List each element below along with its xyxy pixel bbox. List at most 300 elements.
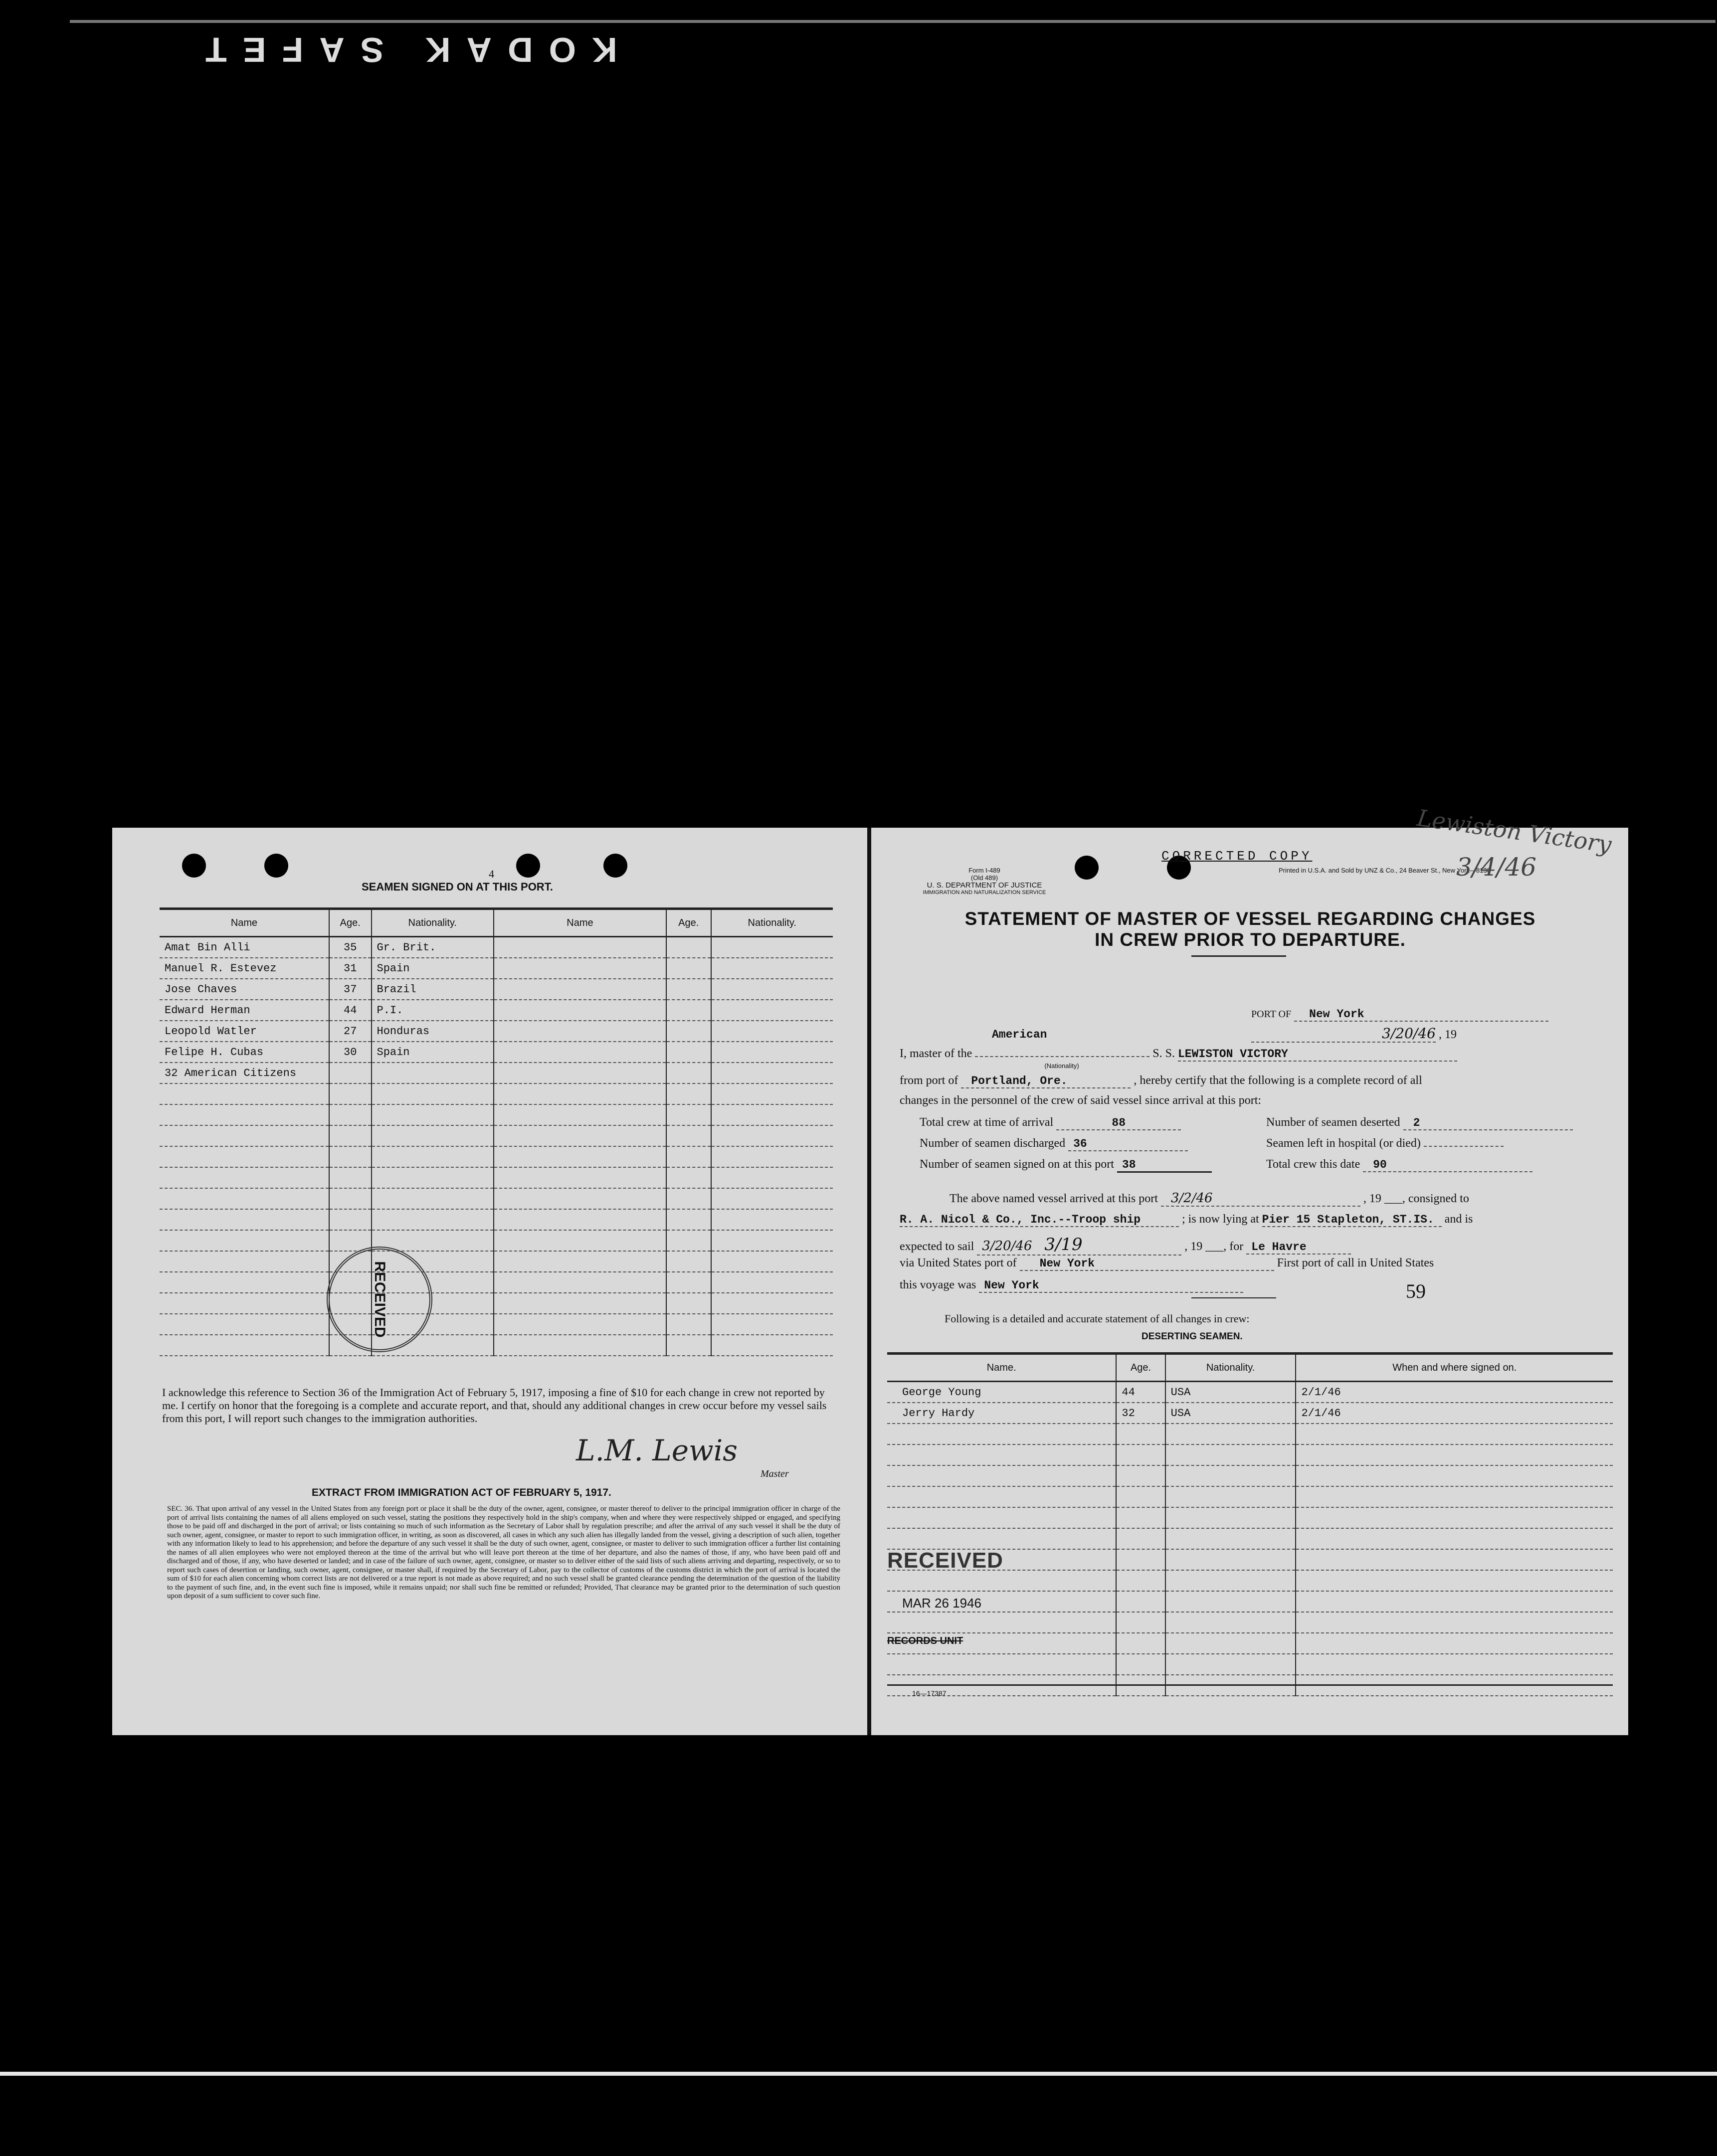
table-cell: [494, 1104, 666, 1125]
table-cell: 32: [1116, 1403, 1165, 1424]
form-code: 16—17387: [912, 1689, 947, 1697]
column-header: Name.: [887, 1354, 1116, 1382]
table-cell: [666, 1251, 711, 1272]
table-cell: Leopold Watler: [160, 1021, 329, 1042]
table-cell: Felipe H. Cubas: [160, 1042, 329, 1063]
table-row: [887, 1382, 1613, 1403]
table-cell: [1165, 1528, 1296, 1549]
column-header: Nationality.: [711, 909, 833, 937]
column-header: Nationality.: [1165, 1354, 1296, 1382]
table-cell: [711, 1251, 833, 1272]
table-cell: USA: [1165, 1382, 1296, 1403]
table-cell: [1116, 1507, 1165, 1528]
table-row: [887, 1591, 1613, 1612]
table-header: [887, 1354, 1613, 1382]
table-cell: [711, 1188, 833, 1209]
acknowledgment-text: I acknowledge this reference to Section 36 of the Immigration Act of February 5, 1917, imposing a fine of $10 for each change in crew not reported by me. I certify on honor that the foregoing is a complete and accurate report, and that, should any additional changes in crew occur before my vessel sails from this port, I will report such changes to the immigration authorities.: [162, 1386, 827, 1425]
table-row: [160, 979, 833, 1000]
table-cell: [494, 1314, 666, 1335]
table-cell: [494, 1021, 666, 1042]
table-row: [887, 1570, 1613, 1591]
table-cell: [1296, 1549, 1613, 1570]
from-port-value: Portland, Ore.: [961, 1075, 1131, 1088]
table-cell: [1296, 1465, 1613, 1486]
table-cell: [711, 1167, 833, 1188]
table-cell: 32 American Citizens: [160, 1063, 329, 1083]
handwritten-vessel-note: Lewiston Victory: [1415, 804, 1613, 859]
printer-note: Printed in U.S.A. and Sold by UNZ & Co., 24 Beaver St., New York—8138: [1279, 867, 1491, 874]
nationality-value: American: [992, 1028, 1047, 1041]
service: IMMIGRATION AND NATURALIZATION SERVICE: [923, 890, 1046, 896]
table-cell: [494, 1272, 666, 1293]
column-header: When and where signed on.: [1296, 1354, 1613, 1382]
table-cell: [494, 1083, 666, 1104]
table-cell: [160, 1251, 329, 1272]
table-cell: [711, 958, 833, 979]
master-signature: L.M. Lewis: [576, 1434, 738, 1467]
section-title: SEAMEN SIGNED ON AT THIS PORT.: [362, 881, 553, 893]
table-cell: [160, 1167, 329, 1188]
table-cell: [666, 1230, 711, 1251]
table-body: [160, 937, 833, 1356]
column-header: Age.: [1116, 1354, 1165, 1382]
table-cell: [494, 1230, 666, 1251]
for-value: Le Havre: [1246, 1241, 1351, 1255]
received-date: MAR 26 1946: [902, 1596, 981, 1611]
table-cell: Honduras: [372, 1021, 494, 1042]
table-cell: [1296, 1654, 1613, 1675]
year-prefix: , 19: [1439, 1028, 1457, 1041]
table-row: [887, 1465, 1613, 1486]
vessel-name: LEWISTON VICTORY: [1178, 1048, 1457, 1062]
table-cell: [160, 1209, 329, 1230]
table-cell: [494, 1293, 666, 1314]
table-cell: [372, 1063, 494, 1083]
received-stamp: RECEIVED: [887, 1548, 1003, 1573]
table-row: [160, 958, 833, 979]
table-row: [160, 1167, 833, 1188]
master-prefix: I, master of the: [900, 1047, 972, 1060]
expected-value: 3/20/46: [982, 1239, 1032, 1254]
table-cell: 31: [329, 958, 372, 979]
column-header: Age.: [329, 909, 372, 937]
table-cell: [1165, 1465, 1296, 1486]
table-cell: [887, 1570, 1116, 1591]
table-cell: [1296, 1633, 1613, 1654]
table-cell: [887, 1444, 1116, 1465]
table-cell: [1116, 1633, 1165, 1654]
column-header: Age.: [666, 909, 711, 937]
table-cell: Spain: [372, 958, 494, 979]
consignee-value: R. A. Nicol & Co., Inc.--Troop ship: [900, 1213, 1179, 1227]
table-cell: [1165, 1570, 1296, 1591]
table-cell: [887, 1507, 1116, 1528]
form-title-line1: STATEMENT OF MASTER OF VESSEL REGARDING CHANGES: [964, 908, 1536, 929]
table-cell: 2/1/46: [1296, 1382, 1613, 1403]
column-header: Name: [494, 909, 666, 937]
table-row: [160, 1230, 833, 1251]
lying-value: Pier 15 Stapleton, ST.IS.: [1262, 1213, 1442, 1227]
table-cell: [372, 1104, 494, 1125]
table-cell: [160, 1230, 329, 1251]
table-body: [887, 1382, 1613, 1696]
table-cell: [711, 1146, 833, 1167]
table-cell: [711, 1042, 833, 1063]
table-cell: [711, 1104, 833, 1125]
film-edge-text: KODAK SAFET: [190, 30, 617, 69]
table-cell: [666, 1021, 711, 1042]
table-row: [160, 1251, 833, 1272]
stat-hospital: [1266, 1137, 1504, 1150]
table-cell: [494, 1063, 666, 1083]
consigned-label: , 19 ___, consigned to: [1363, 1192, 1469, 1205]
table-cell: [329, 1083, 372, 1104]
stat-signed-on: [920, 1158, 1212, 1173]
master-line: [900, 1047, 1457, 1062]
table-cell: 37: [329, 979, 372, 1000]
table-cell: [1296, 1444, 1613, 1465]
consignee-line: [900, 1213, 1473, 1227]
table-cell: [666, 1042, 711, 1063]
stat-label: Number of seamen discharged: [920, 1137, 1066, 1150]
table-cell: [666, 1293, 711, 1314]
table-cell: [887, 1654, 1116, 1675]
from-port-line: [900, 1074, 1422, 1088]
table-row: [160, 1021, 833, 1042]
table-cell: [1116, 1591, 1165, 1612]
table-cell: [1116, 1528, 1165, 1549]
table-cell: [711, 1272, 833, 1293]
table-row: [160, 1000, 833, 1021]
table-cell: [711, 979, 833, 1000]
expected-label: expected to sail: [900, 1240, 974, 1253]
table-cell: [160, 1314, 329, 1335]
table-row: [160, 1188, 833, 1209]
table-cell: [329, 1209, 372, 1230]
date-value: 3/20/46: [1251, 1025, 1436, 1043]
corrected-copy: CORRECTED COPY: [1161, 849, 1313, 864]
arrived-line: [950, 1191, 1469, 1207]
stat-value: 38: [1117, 1158, 1212, 1173]
table-cell: 35: [329, 937, 372, 958]
expected-value-box: [977, 1235, 1181, 1256]
table-cell: [1296, 1591, 1613, 1612]
first-port-label: First port of call in United States: [1277, 1257, 1434, 1269]
stat-label: Total crew this date: [1266, 1158, 1360, 1171]
table-cell: [160, 1188, 329, 1209]
via-label: via United States port of: [900, 1257, 1017, 1269]
form-title-line2: IN CREW PRIOR TO DEPARTURE.: [1095, 929, 1406, 950]
table-cell: [494, 1167, 666, 1188]
certify-text: , hereby certify that the following is a complete record of all: [1134, 1074, 1422, 1087]
divider-rule: [1191, 1297, 1276, 1298]
table-cell: [329, 1125, 372, 1146]
table-cell: [666, 1167, 711, 1188]
table-cell: [160, 1272, 329, 1293]
page-number-59: 59: [1406, 1280, 1426, 1302]
expected-line: [900, 1235, 1351, 1256]
stat-total-date: [1266, 1158, 1532, 1172]
film-bottom-edge: [0, 2072, 1717, 2076]
table-cell: [666, 1209, 711, 1230]
form-number: Form I-489: [968, 867, 1000, 874]
table-cell: [1165, 1612, 1296, 1633]
column-header: Nationality.: [372, 909, 494, 937]
table-cell: [1165, 1486, 1296, 1507]
deserting-table: [887, 1352, 1613, 1696]
table-row: [160, 1314, 833, 1335]
table-cell: [372, 1188, 494, 1209]
table-cell: [666, 1000, 711, 1021]
table-cell: [1165, 1549, 1296, 1570]
table-cell: [494, 1125, 666, 1146]
stat-value: 36: [1068, 1137, 1188, 1151]
table-cell: P.I.: [372, 1000, 494, 1021]
stamp-text: RECEIVED: [372, 1261, 388, 1338]
table-cell: [329, 1063, 372, 1083]
table-cell: [666, 1272, 711, 1293]
table-cell: [372, 1125, 494, 1146]
table-row: [160, 1335, 833, 1356]
table-cell: [887, 1424, 1116, 1444]
table-cell: USA: [1165, 1403, 1296, 1424]
table-cell: [1296, 1424, 1613, 1444]
voyage-value: New York: [979, 1279, 1243, 1293]
form-header: [900, 867, 1069, 897]
table-cell: [711, 1125, 833, 1146]
table-cell: [494, 1251, 666, 1272]
signed-on-table: [160, 907, 833, 1356]
port-of-label: PORT OF: [1251, 1009, 1292, 1020]
table-cell: [1165, 1633, 1296, 1654]
table-cell: [666, 1125, 711, 1146]
voyage-line: [900, 1278, 1243, 1293]
table-cell: [666, 1063, 711, 1083]
table-cell: [1296, 1528, 1613, 1549]
stat-label: Total crew at time of arrival: [920, 1116, 1054, 1129]
port-of-line: [1251, 1007, 1548, 1022]
table-row: [887, 1403, 1613, 1424]
bottom-rule: [887, 1684, 1613, 1686]
table-row: [160, 1104, 833, 1125]
table-cell: [666, 1146, 711, 1167]
table-row: [887, 1486, 1613, 1507]
table-cell: [160, 1146, 329, 1167]
for-label: , 19 ___, for: [1184, 1240, 1244, 1253]
table-cell: 44: [329, 1000, 372, 1021]
table-cell: [1116, 1465, 1165, 1486]
table-cell: [1165, 1424, 1296, 1444]
table-row: [160, 1272, 833, 1293]
table-cell: [666, 979, 711, 1000]
table-cell: [711, 1083, 833, 1104]
table-cell: 44: [1116, 1382, 1165, 1403]
arrived-label: The above named vessel arrived at this port: [950, 1192, 1158, 1205]
table-cell: George Young: [887, 1382, 1116, 1403]
deserting-title: DESERTING SEAMEN.: [1142, 1331, 1243, 1342]
table-cell: [1296, 1507, 1613, 1528]
table-cell: [372, 1209, 494, 1230]
table-cell: [1165, 1444, 1296, 1465]
table-row: [887, 1633, 1613, 1654]
table-cell: Brazil: [372, 979, 494, 1000]
page-fold: [867, 828, 871, 1735]
extract-title: EXTRACT FROM IMMIGRATION ACT OF FEBRUARY 5, 1917.: [312, 1487, 611, 1498]
table-cell: [372, 1083, 494, 1104]
following-text: Following is a detailed and accurate statement of all changes in crew:: [945, 1312, 1250, 1325]
table-row: [160, 1063, 833, 1083]
table-cell: [372, 1146, 494, 1167]
film-top-edge: [70, 20, 1716, 69]
port-of-value: New York: [1294, 1008, 1548, 1022]
table-cell: [711, 1314, 833, 1335]
table-cell: [711, 1293, 833, 1314]
date-line: [1251, 1025, 1457, 1043]
table-cell: [887, 1486, 1116, 1507]
vessel-prefix: S. S.: [1152, 1047, 1175, 1060]
table-cell: [494, 958, 666, 979]
table-row: [160, 1042, 833, 1063]
signature-caption: Master: [761, 1468, 789, 1479]
stat-label: Number of seamen signed on at this port: [920, 1158, 1114, 1171]
table-row: [887, 1654, 1613, 1675]
table-row: [160, 1293, 833, 1314]
via-line: [900, 1257, 1434, 1271]
table-cell: [666, 958, 711, 979]
stat-value: 2: [1403, 1116, 1573, 1130]
table-cell: [160, 1104, 329, 1125]
table-cell: [494, 1146, 666, 1167]
table-cell: [666, 937, 711, 958]
table-cell: [494, 1335, 666, 1356]
table-cell: [1116, 1612, 1165, 1633]
table-row: [887, 1424, 1613, 1444]
table-row: [160, 1083, 833, 1104]
table-cell: [1296, 1486, 1613, 1507]
table-cell: Gr. Brit.: [372, 937, 494, 958]
stat-value: [1424, 1146, 1504, 1147]
table-cell: [1165, 1507, 1296, 1528]
table-cell: [494, 979, 666, 1000]
table-cell: [666, 1314, 711, 1335]
column-header: Name: [160, 909, 329, 937]
table-cell: [666, 1104, 711, 1125]
department: U. S. DEPARTMENT OF JUSTICE: [927, 881, 1042, 890]
table-row: [160, 1125, 833, 1146]
table-row: [160, 1209, 833, 1230]
table-cell: [160, 1125, 329, 1146]
table-cell: Jerry Hardy: [887, 1403, 1116, 1424]
table-cell: [711, 937, 833, 958]
table-row: [160, 1146, 833, 1167]
table-cell: Spain: [372, 1042, 494, 1063]
table-cell: [494, 1000, 666, 1021]
nationality-caption: (Nationality): [1044, 1062, 1079, 1070]
table-cell: [494, 1209, 666, 1230]
stat-value: 90: [1363, 1158, 1532, 1172]
and-is-text: and is: [1444, 1213, 1473, 1226]
table-row: [887, 1528, 1613, 1549]
table-cell: 2/1/46: [1296, 1403, 1613, 1424]
extract-text: SEC. 36. That upon arrival of any vessel in the United States from any foreign port or place it shall be the duty of the owner, agent, consignee, or master thereof to deliver to the principal immigration officer in charge of the port of arrival lists containing the names of all aliens employed on such vessel, stating the positions they respectively hold in the ship's company, when and where they were respectively shipped or engaged, and specifying those to be paid off and discharged in the port of arrival; or lists containing so much of such information as the Secretary of Labor shall by regulation prescribe; and after the arrival of any such vessel it shall be the duty of such owner, agent, consignee, or master to report to such immigration officer, in writing, as soon as discovered, all cases in which any such alien has illegally landed from the vessel, giving a description of such alien, together with any information likely to lead to his apprehension; and before the departure of any such vessel it shall be the duty of such owner, agent, consignee, or master to deliver to such immigration officer a further list containing the names of all alien employees who were not employed thereon at the time of the arrival but who will leave port thereon at the time of her departure, and also the names of those, if any, who have been paid off and discharged and of those, if any, who have deserted or landed; and in case of the failure of such owner, agent, consignee, or master so to deliver either of the said lists of such aliens arriving and departing, respectively, or so to report such cases of desertion or landing, such owner, agent, consignee, or master shall, if required by the Secretary of Labor, pay to the collector of customs of the customs district in which the port of arrival is located the sum of $10 for each alien concerning whom correct lists are not delivered or a true report is not made as above required; and no such vessel shall be granted clearance pending the determination of the question of the liability to the payment of such fine, and, in the event such fine is imposed, while it remains unpaid; nor shall such fine be remitted or refunded; Provided, That clearance may be granted prior to the determination of such question upon deposit of a sum sufficient to cover such fine.: [167, 1505, 840, 1600]
table-cell: [1116, 1570, 1165, 1591]
old-form-number: (Old 489): [970, 874, 998, 882]
table-cell: [329, 1188, 372, 1209]
table-row: [887, 1444, 1613, 1465]
via-value: New York: [1020, 1257, 1274, 1271]
title-rule: [1191, 955, 1286, 957]
table-cell: [1116, 1486, 1165, 1507]
stat-deserted: [1266, 1116, 1573, 1130]
table-cell: [711, 1230, 833, 1251]
table-cell: [887, 1528, 1116, 1549]
table-cell: [711, 1000, 833, 1021]
stat-discharged: [920, 1137, 1188, 1151]
table-cell: [887, 1465, 1116, 1486]
from-port-label: from port of: [900, 1074, 958, 1087]
table-cell: [494, 1042, 666, 1063]
table-cell: [372, 1167, 494, 1188]
table-cell: [666, 1335, 711, 1356]
table-cell: [160, 1335, 329, 1356]
page-number: 4: [489, 868, 494, 880]
document-sheet: [112, 828, 1628, 1735]
changes-text: changes in the personnel of the crew of said vessel since arrival at this port:: [900, 1094, 1262, 1107]
table-cell: [329, 1167, 372, 1188]
table-cell: 30: [329, 1042, 372, 1063]
records-unit: RECORDS UNIT: [887, 1635, 963, 1646]
table-cell: Manuel R. Estevez: [160, 958, 329, 979]
table-row: [887, 1507, 1613, 1528]
table-cell: [329, 1230, 372, 1251]
table-cell: [711, 1021, 833, 1042]
table-cell: [1116, 1549, 1165, 1570]
table-cell: [711, 1209, 833, 1230]
left-page: [112, 828, 865, 1735]
table-cell: [329, 1146, 372, 1167]
table-cell: [1116, 1424, 1165, 1444]
arrived-value: 3/2/46: [1161, 1191, 1360, 1207]
table-cell: Jose Chaves: [160, 979, 329, 1000]
voyage-label: this voyage was: [900, 1278, 976, 1291]
table-row: [160, 937, 833, 958]
table-cell: [494, 937, 666, 958]
table-row: [887, 1612, 1613, 1633]
stat-label: Number of seamen deserted: [1266, 1116, 1400, 1129]
table-cell: [494, 1188, 666, 1209]
table-cell: 27: [329, 1021, 372, 1042]
stat-label: Seamen left in hospital (or died): [1266, 1137, 1421, 1150]
table-cell: [160, 1293, 329, 1314]
table-cell: [1116, 1654, 1165, 1675]
handwritten-date-note: 3/4/46: [1456, 853, 1536, 882]
stat-value: 88: [1056, 1116, 1181, 1130]
table-cell: [711, 1335, 833, 1356]
table-cell: [711, 1063, 833, 1083]
lying-label: ; is now lying at: [1182, 1213, 1259, 1226]
table-cell: Amat Bin Alli: [160, 937, 329, 958]
table-cell: [666, 1188, 711, 1209]
table-cell: Edward Herman: [160, 1000, 329, 1021]
table-cell: [1165, 1591, 1296, 1612]
table-cell: [1165, 1654, 1296, 1675]
table-cell: [1296, 1570, 1613, 1591]
right-page: [872, 828, 1628, 1735]
table-cell: [329, 1104, 372, 1125]
table-header: [160, 909, 833, 937]
table-cell: [887, 1612, 1116, 1633]
table-cell: [1296, 1612, 1613, 1633]
